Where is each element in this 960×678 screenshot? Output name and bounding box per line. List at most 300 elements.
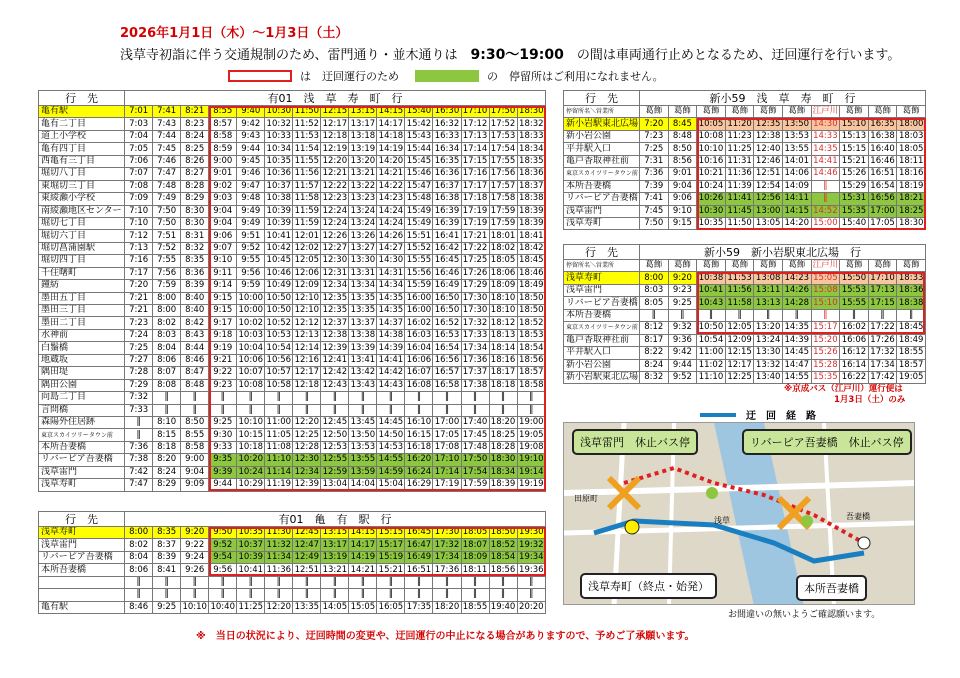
time-cell: 15:45 [406, 155, 432, 166]
station-name: 道上小学校 [39, 130, 125, 142]
time-cell: 9:30 [209, 429, 237, 441]
time-cell: 17:59 [490, 218, 516, 229]
time-cell: 17:00 [434, 417, 460, 428]
bottom-note: ※ 当日の状況により、迂回時間の変更や、迂回運行の中止になる場合がありますので、予めご了承願います。 [196, 631, 695, 642]
station-name: 平井駅入口 [564, 347, 640, 359]
time-cell: 14:41 [378, 354, 404, 365]
time-cell: 17:34 [868, 359, 897, 371]
time-cell: 15:47 [406, 180, 432, 191]
time-cell: 8:03 [153, 329, 181, 341]
time-cell: 18:10 [490, 305, 516, 316]
time-cell: 8:29 [181, 193, 209, 205]
time-cell: 11:10 [266, 454, 292, 465]
time-cell: 18:56 [490, 564, 516, 575]
time-cell: ‖ [153, 589, 181, 601]
time-cell: 10:50 [266, 292, 292, 303]
operator-label: 停留所名＼営業所 [564, 260, 640, 272]
table-header-row [564, 91, 926, 106]
time-cell: 9:01 [668, 168, 697, 180]
time-cell: ‖ [153, 404, 181, 416]
time-cell: 14:30 [811, 118, 840, 130]
time-cell: 10:53 [266, 330, 292, 341]
station-name: 本所吾妻橋 [564, 309, 640, 321]
time-cell: 16:54 [868, 180, 897, 192]
time-cell: 7:09 [125, 193, 153, 205]
time-cell: 7:56 [153, 267, 181, 279]
station-name: 水神前 [39, 329, 125, 341]
operator-row [564, 260, 926, 272]
time-cell: 9:59 [237, 280, 265, 292]
time-cell: 18:00 [897, 118, 926, 130]
time-cell: 18:18 [490, 379, 516, 390]
time-cell: 12:34 [294, 466, 320, 477]
time-cell: 8:58 [209, 130, 237, 142]
time-cell: 14:18 [378, 131, 404, 142]
station-name: 墨田三丁目 [39, 305, 125, 317]
time-cell: 18:49 [897, 334, 926, 346]
time-cell: 18:58 [519, 379, 544, 390]
time-cell: 14:35 [811, 143, 840, 155]
time-cell: 9:15 [668, 217, 697, 229]
time-cell: 8:32 [640, 371, 669, 383]
time-cell: 18:25 [897, 205, 926, 217]
table-row [564, 130, 926, 142]
time-cell: 12:22 [322, 180, 348, 191]
time-cell: 19:05 [519, 429, 544, 440]
time-cell: 18:39 [519, 218, 544, 229]
time-cell: 17:21 [462, 230, 488, 241]
time-cell: 10:08 [238, 379, 264, 390]
time-cell: 7:45 [640, 205, 669, 217]
time-cell: ‖ [125, 429, 153, 441]
table-row [39, 267, 546, 279]
time-cell: 14:21 [378, 168, 404, 179]
time-cell: 10:54 [266, 342, 292, 353]
time-cell: 8:18 [153, 441, 181, 453]
time-cell: 18:56 [519, 354, 544, 365]
station-name: 新小岩公園 [564, 130, 640, 142]
time-cell: 12:28 [294, 442, 320, 453]
time-cell: 15:35 [811, 371, 840, 383]
time-cell: 9:44 [237, 143, 265, 155]
time-cell: 12:21 [322, 168, 348, 179]
time-cell: 19:05 [897, 371, 926, 383]
station-name [39, 589, 125, 601]
time-cell: 13:35 [294, 601, 320, 612]
table-row [39, 527, 546, 539]
time-cell: 12:09 [294, 280, 320, 291]
time-cell: 10:07 [238, 367, 264, 378]
time-cell: 16:22 [840, 371, 869, 383]
time-cell: 12:59 [322, 466, 348, 477]
time-cell: 16:56 [434, 354, 460, 365]
time-cell: 17:26 [868, 334, 897, 346]
time-cell: 10:43 [697, 297, 726, 309]
time-cell: ‖ [237, 404, 265, 416]
time-cell: 14:09 [782, 180, 811, 192]
time-cell: 11:58 [294, 193, 320, 204]
map-label-honjo: 本所吾妻橋 [796, 575, 867, 601]
time-cell: ‖ [293, 589, 321, 601]
time-cell: 14:24 [378, 205, 404, 216]
station-name: 浅草寿町 [564, 217, 640, 229]
time-cell: 12:37 [322, 317, 348, 328]
time-cell: 8:23 [181, 118, 209, 130]
time-cell: 13:24 [754, 334, 783, 346]
table-row [39, 342, 546, 354]
time-cell: 14:55 [782, 371, 811, 383]
time-cell: 9:49 [237, 217, 265, 229]
time-cell: 8:37 [153, 539, 181, 551]
time-cell: 16:15 [406, 429, 432, 440]
time-cell: ‖ [489, 589, 517, 601]
time-cell: 10:49 [266, 280, 292, 291]
time-cell: 17:38 [462, 379, 488, 390]
time-cell: 14:15 [378, 106, 404, 117]
time-cell: 17:32 [434, 539, 460, 550]
time-cell: 17:57 [490, 180, 516, 191]
time-cell: 15:29 [840, 180, 869, 192]
time-cell: 12:39 [322, 342, 348, 353]
time-cell: 9:02 [209, 180, 237, 192]
time-cell: 14:19 [378, 143, 404, 154]
time-cell: 14:55 [378, 454, 404, 465]
operator-row [564, 106, 926, 118]
operator-cell: 葛飾 [782, 106, 811, 118]
stop-riverpier [801, 515, 813, 527]
time-cell: ‖ [181, 576, 209, 588]
table-row [39, 416, 546, 428]
table-row [39, 242, 546, 254]
time-cell: 12:09 [725, 334, 754, 346]
time-cell: 18:11 [897, 155, 926, 167]
time-cell: 17:58 [490, 193, 516, 204]
time-cell: 13:35 [350, 305, 376, 316]
station-name: 本所吾妻橋 [564, 180, 640, 192]
time-cell: 13:30 [754, 347, 783, 359]
legend-red-box [228, 70, 292, 82]
time-cell: 11:59 [294, 205, 320, 216]
time-cell: 18:07 [462, 539, 488, 550]
time-cell: 9:20 [668, 272, 697, 284]
time-cell: 15:43 [406, 131, 432, 142]
time-cell: 10:00 [238, 305, 264, 316]
time-cell: 17:36 [462, 354, 488, 365]
time-cell: 17:48 [462, 442, 488, 453]
time-cell: 15:21 [378, 564, 404, 575]
time-cell: 18:09 [462, 552, 488, 563]
time-cell: 16:45 [406, 527, 432, 538]
time-cell: 7:25 [640, 143, 669, 155]
time-cell: ‖ [868, 309, 897, 321]
time-cell: 17:45 [462, 429, 488, 440]
time-cell: 8:30 [181, 205, 209, 217]
time-cell: 18:12 [490, 317, 516, 328]
time-cell: 18:10 [490, 292, 516, 303]
time-cell: 18:17 [490, 367, 516, 378]
time-cell: ‖ [461, 589, 489, 601]
time-cell: 16:39 [434, 205, 460, 216]
time-cell: 10:38 [697, 272, 726, 284]
time-cell: 13:50 [350, 429, 376, 440]
time-cell: ‖ [489, 404, 517, 416]
time-cell: 12:30 [322, 255, 348, 266]
time-cell: 10:50 [697, 322, 726, 334]
time-cell: ‖ [349, 576, 377, 588]
table-row [564, 143, 926, 155]
time-cell: 17:42 [868, 371, 897, 383]
station-name: 南綾瀬地区センター [39, 205, 125, 217]
time-cell: 12:16 [294, 354, 320, 365]
time-cell: 11:20 [725, 118, 754, 130]
time-cell: 17:37 [462, 367, 488, 378]
timetable-shinko59-shinkoiwa [563, 244, 926, 384]
time-cell: 13:15 [322, 527, 348, 538]
time-cell: ‖ [461, 392, 489, 404]
time-cell: ‖ [840, 309, 869, 321]
time-cell: 9:47 [237, 180, 265, 192]
table-row [39, 576, 546, 588]
time-cell: 12:15 [322, 106, 348, 117]
time-cell: 16:36 [434, 168, 460, 179]
operator-cell: 葛飾 [868, 260, 897, 272]
station-name: リバーピア吾妻橋 [39, 454, 125, 466]
station-name: 白鬚橋 [39, 342, 125, 354]
station-name: 墨田五丁目 [39, 292, 125, 304]
table-header-destination: 行 先 [39, 512, 125, 527]
time-cell: 8:58 [181, 441, 209, 453]
time-cell: 7:23 [125, 317, 153, 329]
time-cell: 16:20 [406, 454, 432, 465]
time-cell: ‖ [265, 392, 293, 404]
time-cell: 18:21 [897, 193, 926, 205]
time-cell: 12:51 [754, 168, 783, 180]
table-row [39, 305, 546, 317]
time-cell: 15:55 [840, 297, 869, 309]
time-cell: 9:14 [209, 280, 237, 292]
time-cell: 11:52 [294, 118, 320, 129]
time-cell: 18:34 [490, 466, 516, 477]
time-cell: ‖ [433, 404, 461, 416]
time-cell: ‖ [811, 309, 840, 321]
time-cell: 11:56 [725, 284, 754, 296]
station-name: 浅草雷門 [564, 284, 640, 296]
time-cell: 7:50 [640, 217, 669, 229]
time-cell: 14:06 [782, 168, 811, 180]
time-cell: 8:12 [640, 322, 669, 334]
notice-post: の間は車両通行止めとなるため、迂回運行を行います。 [563, 48, 901, 63]
station-name: 亀有二丁目 [39, 118, 125, 130]
time-cell: 10:30 [697, 205, 726, 217]
time-cell: ‖ [349, 404, 377, 416]
operator-cell: 葛飾 [640, 260, 669, 272]
time-cell: 18:49 [519, 280, 544, 291]
time-cell: 12:25 [294, 429, 320, 440]
time-cell: 7:24 [125, 329, 153, 341]
time-cell: 8:31 [181, 230, 209, 242]
time-cell: 9:04 [209, 205, 237, 217]
time-cell: 9:11 [209, 267, 237, 279]
time-cell: 9:06 [668, 193, 697, 205]
time-cell: 8:39 [153, 551, 181, 563]
time-cell: 7:33 [125, 404, 153, 416]
time-cell: 18:28 [490, 442, 516, 453]
time-cell: 19:34 [519, 552, 544, 563]
time-cell: ‖ [517, 576, 545, 588]
time-cell: 15:15 [378, 527, 404, 538]
table-row [39, 329, 546, 341]
operator-cell: 葛飾 [697, 106, 726, 118]
time-cell: 18:05 [462, 527, 488, 538]
time-cell: 10:26 [697, 193, 726, 205]
time-cell: 17:33 [462, 330, 488, 341]
time-cell: 12:14 [294, 342, 320, 353]
table-row [39, 155, 546, 167]
time-cell: 7:28 [125, 367, 153, 379]
time-cell: 8:04 [125, 551, 153, 563]
time-cell: 17:54 [462, 466, 488, 477]
time-cell: 15:17 [378, 539, 404, 550]
time-cell: 9:56 [209, 564, 237, 576]
time-cell: 18:50 [519, 292, 544, 303]
time-cell: 12:20 [322, 155, 348, 166]
time-cell: 13:24 [350, 205, 376, 216]
time-cell: 18:16 [490, 354, 516, 365]
time-cell: 16:34 [434, 143, 460, 154]
time-cell: 16:35 [868, 118, 897, 130]
time-cell: 13:17 [350, 118, 376, 129]
time-cell: 18:20 [490, 417, 516, 428]
station-name: 新小岩駅東北広場 [564, 371, 640, 383]
time-cell: 16:47 [406, 539, 432, 550]
time-cell: 17:52 [490, 118, 516, 129]
legend-red-text: は 迂回運行のため [300, 70, 399, 83]
time-cell: 9:35 [209, 454, 237, 466]
time-cell: 15:21 [840, 155, 869, 167]
time-cell: 14:39 [782, 334, 811, 346]
time-cell: 13:38 [350, 330, 376, 341]
time-cell: 18:39 [519, 205, 544, 216]
time-cell: 18:38 [519, 193, 544, 204]
table-row [39, 429, 546, 441]
time-cell: ‖ [405, 589, 433, 601]
table-header-row [39, 91, 546, 106]
time-cell: 8:50 [181, 416, 209, 428]
table-header-route: 有01 浅 草 寿 町 行 [125, 91, 546, 106]
time-cell: 16:51 [868, 168, 897, 180]
time-cell: 8:36 [181, 267, 209, 279]
station-name: 新小岩駅東北広場 [564, 118, 640, 130]
operator-cell: 葛飾 [640, 106, 669, 118]
time-cell: 13:50 [782, 118, 811, 130]
table-row [39, 367, 546, 379]
operator-cell: 葛飾 [725, 106, 754, 118]
time-cell: ‖ [153, 576, 181, 588]
time-cell: 9:10 [209, 255, 237, 267]
table-header-row [39, 512, 546, 527]
time-cell: 20:20 [519, 601, 544, 612]
time-cell: 7:51 [153, 230, 181, 242]
time-cell: ‖ [489, 576, 517, 588]
time-cell: 15:40 [840, 217, 869, 229]
time-cell: 16:49 [434, 280, 460, 291]
table-row [39, 255, 546, 267]
time-cell: 10:04 [238, 342, 264, 353]
time-cell: 11:00 [697, 347, 726, 359]
time-cell: 15:19 [378, 552, 404, 563]
time-cell: 9:04 [181, 466, 209, 478]
time-cell: 9:21 [209, 354, 237, 366]
station-name: 浅草寿町 [39, 479, 125, 491]
time-cell: 12:50 [322, 429, 348, 440]
time-cell: 13:08 [754, 272, 783, 284]
time-cell: 9:32 [668, 322, 697, 334]
time-cell: 18:45 [519, 255, 544, 266]
time-cell: 10:33 [266, 131, 292, 142]
time-cell: 18:46 [519, 267, 544, 278]
time-cell: 8:46 [181, 354, 209, 366]
time-cell: 18:57 [519, 367, 544, 378]
time-cell: 14:11 [782, 193, 811, 205]
time-cell: 15:00 [811, 217, 840, 229]
time-cell: ‖ [461, 576, 489, 588]
legend [228, 68, 664, 84]
time-cell: 17:25 [462, 255, 488, 266]
time-cell: 8:42 [181, 317, 209, 329]
time-cell: 8:57 [209, 118, 237, 130]
time-cell: 17:12 [462, 118, 488, 129]
table-row [39, 601, 546, 613]
operator-cell: 葛飾 [754, 106, 783, 118]
time-cell: 12:23 [322, 193, 348, 204]
time-cell: 13:32 [754, 359, 783, 371]
time-cell: 14:53 [378, 442, 404, 453]
time-cell: 11:25 [725, 143, 754, 155]
time-cell: 14:21 [350, 564, 376, 575]
time-cell: ‖ [237, 576, 265, 588]
time-cell: 11:56 [294, 168, 320, 179]
time-cell: 11:57 [294, 180, 320, 191]
operator-cell: 葛飾 [668, 106, 697, 118]
time-cell: ‖ [209, 576, 237, 588]
time-cell: 7:29 [125, 379, 153, 391]
operator-label: 停留所名＼営業所 [564, 106, 640, 118]
time-cell: 18:14 [490, 342, 516, 353]
time-cell: ‖ [349, 392, 377, 404]
time-cell: 16:06 [840, 334, 869, 346]
time-cell: 18:37 [519, 180, 544, 191]
time-cell: 15:59 [406, 280, 432, 291]
time-cell: ‖ [405, 404, 433, 416]
table-row [564, 359, 926, 371]
time-cell: 16:38 [868, 130, 897, 142]
time-cell: 7:04 [125, 130, 153, 142]
time-cell: 13:31 [350, 267, 376, 278]
time-cell: 10:35 [697, 217, 726, 229]
time-cell: 7:48 [153, 180, 181, 192]
time-cell: 14:26 [378, 230, 404, 241]
time-cell: 18:20 [434, 601, 460, 612]
time-cell: 12:55 [322, 454, 348, 465]
time-cell: 8:07 [153, 367, 181, 379]
time-cell: 16:50 [434, 292, 460, 303]
time-cell: 7:20 [640, 118, 669, 130]
station-name: 東京スカイツリータウン前 [39, 429, 125, 441]
time-cell: ‖ [321, 404, 349, 416]
time-cell: 9:33 [209, 441, 237, 453]
time-cell: 9:39 [209, 466, 237, 478]
time-cell: 17:18 [462, 193, 488, 204]
